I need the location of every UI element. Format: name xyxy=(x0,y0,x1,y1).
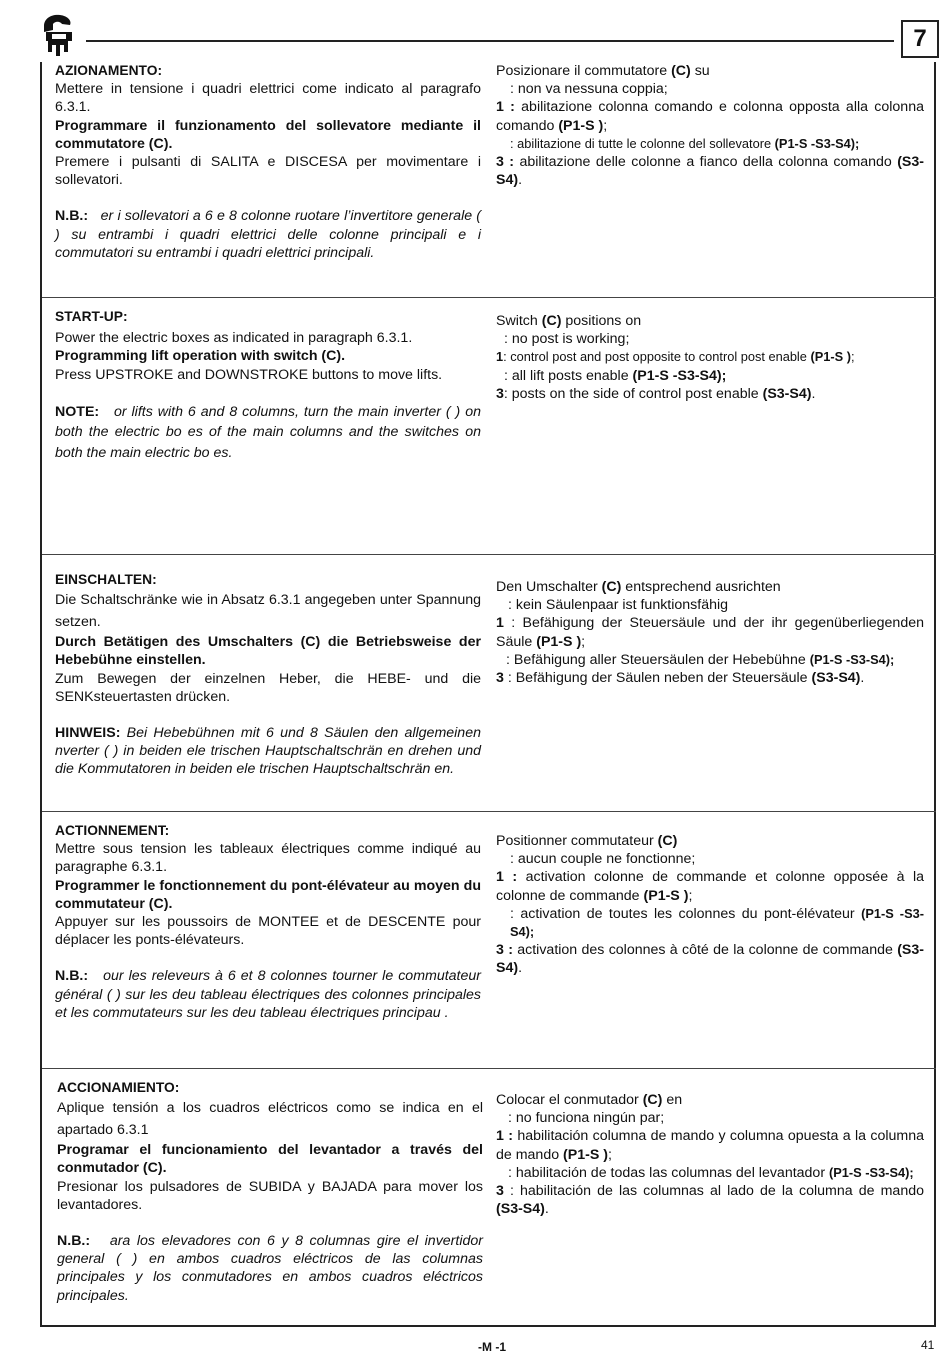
section-german xyxy=(42,555,936,812)
switch-intro: Positionner commutateur (C) xyxy=(496,833,678,849)
section-left-column xyxy=(55,822,481,1022)
switch-position-3: 3: posts on the side of control post enable (S3-S4). xyxy=(496,385,816,402)
section-left-column xyxy=(55,308,481,463)
section-right-column xyxy=(496,312,924,403)
switch-position-3: 3 : abilitazione delle colonne a fianco della colonna comando (S3-S4). xyxy=(496,154,924,189)
section-heading: AZIONAMENTO: xyxy=(55,63,163,78)
switch-position-2: : all lift posts enable (P1-S -S3-S4); xyxy=(504,367,727,384)
note xyxy=(55,207,481,262)
note xyxy=(55,724,481,779)
note-label: NOTE: xyxy=(55,403,100,420)
switch-intro: Posizionare il commutatore (C) su xyxy=(496,63,710,79)
instruction-paragraph: Presionar los pulsadores de SUBIDA y BAJADA para mover los levantadores. xyxy=(57,1178,483,1213)
switch-position-0: : non va nessuna coppia; xyxy=(510,81,668,98)
instruction-paragraph: Premere i pulsanti di SALITA e DISCESA per movimentare i sollevatori. xyxy=(55,154,481,189)
instruction-paragraph: Die Schaltschränke wie in Absatz 6.3.1 angegeben unter Spannung setzen. xyxy=(55,592,481,631)
instruction-bold: Programar el funcionamiento del levantador a través del conmutador (C). xyxy=(57,1142,483,1177)
note-label: N.B.: xyxy=(55,968,89,985)
section-english xyxy=(42,298,936,555)
note-text: or lifts with 6 and 8 columns, turn the main inverter ( ) on both the electric bo es of the main columns and the switches on both the main electric bo es. xyxy=(55,403,481,461)
instruction-paragraph: Mettere in tensione i quadri elettrici come indicato al paragrafo 6.3.1. xyxy=(55,81,481,116)
note xyxy=(55,967,481,1022)
page-number: 41 xyxy=(921,1338,935,1352)
instruction-paragraph: Press UPSTROKE and DOWNSTROKE buttons to move lifts. xyxy=(55,366,443,383)
note-text: Bei Hebebühnen mit 6 und 8 Säulen den allgemeinen nverter ( ) in beiden ele trischen Hauptschaltschrän en drehen und die Kommutatoren in beiden ele trischen Hauptschaltschrän en. xyxy=(55,725,481,778)
section-heading: START-UP: xyxy=(55,309,128,324)
switch-position-0: : no funciona ningún par; xyxy=(508,1110,665,1127)
switch-position-0: : aucun couple ne fonctionne; xyxy=(510,851,696,868)
note-text: our les releveurs à 6 et 8 colonnes tourner le commutateur général ( ) sur les deu tableau électriques des colonnes principales et les commutateurs sur les deu tableau électriques principau . xyxy=(55,968,482,1021)
switch-position-3: 3 : habilitación de las columnas al lado de la columna de mando (S3-S4). xyxy=(496,1183,924,1218)
section-right-column xyxy=(496,62,924,189)
note-text: er i sollevatori a 6 e 8 colonne ruotare l’invertitore generale ( ) su entrambi i quadri elettrici delle colonne principali e i commutatori su entrambi i quadri elettrici principali. xyxy=(55,208,482,261)
switch-position-2: : Befähigung aller Steuersäulen der Hebebühne (P1-S -S3-S4); xyxy=(506,651,895,668)
switch-position-1: 1 : habilitación columna de mando y columna opuesta a la columna de mando (P1-S ); xyxy=(496,1128,924,1163)
section-right-column xyxy=(496,1091,924,1218)
section-left-column xyxy=(55,62,481,262)
footer-document-code: -M -1 xyxy=(478,1340,506,1354)
instruction-bold: Durch Betätigen des Umschalters (C) die Betriebsweise der Hebebühne einstellen. xyxy=(55,634,481,669)
switch-position-1: 1 : Befähigung der Steuersäule und der ihr gegenüberliegenden Säule (P1-S ); xyxy=(496,615,924,650)
section-right-column xyxy=(496,832,924,978)
instruction-bold: Programming lift operation with switch (C). xyxy=(55,348,346,365)
instruction-bold: Programmare il funzionamento del sollevatore mediante il commutatore (C). xyxy=(55,117,481,152)
note-label: N.B.: xyxy=(57,1233,91,1250)
switch-position-1: 1 : activation colonne de commande et colonne opposée à la colonne de commande (P1-S ); xyxy=(496,869,924,904)
switch-position-2: : abilitazione di tutte le colonne del sollevatore (P1-S -S3-S4); xyxy=(510,135,860,151)
instruction-paragraph: Mettre sous tension les tableaux électriques comme indiqué au paragraphe 6.3.1. xyxy=(55,841,481,876)
note xyxy=(57,1232,483,1305)
instruction-paragraph: Power the electric boxes as indicated in paragraph 6.3.1. xyxy=(55,330,413,347)
chapter-number-box: 7 xyxy=(901,20,939,58)
note-label: N.B.: xyxy=(55,208,89,225)
section-french xyxy=(42,812,936,1069)
switch-intro: Colocar el conmutador (C) en xyxy=(496,1092,683,1108)
switch-position-0: : no post is working; xyxy=(504,331,630,348)
header-rule xyxy=(86,40,894,42)
instruction-bold: Programmer le fonctionnement du pont-élévateur au moyen du commutateur (C). xyxy=(55,877,481,912)
switch-position-0: : kein Säulenpaar ist funktionsfähig xyxy=(508,597,729,614)
instruction-paragraph: Appuyer sur les poussoirs de MONTEE et de DESCENTE pour déplacer les ponts-élévateurs. xyxy=(55,914,481,949)
section-heading: ACCIONAMIENTO: xyxy=(57,1080,180,1095)
section-heading: ACTIONNEMENT: xyxy=(55,823,170,838)
switch-position-1: 1: control post and post opposite to control post enable (P1-S ); xyxy=(496,349,855,365)
switch-position-2: : habilitación de todas las columnas del levantador (P1-S -S3-S4); xyxy=(508,1164,914,1181)
switch-intro: Switch (C) positions on xyxy=(496,313,642,329)
instruction-paragraph: Aplique tensión a los cuadros eléctricos como se indica en el apartado 6.3.1 xyxy=(57,1100,483,1139)
switch-intro: Den Umschalter (C) entsprechend ausrichten xyxy=(496,579,781,595)
switch-position-3: 3 : activation des colonnes à côté de la colonne de commande (S3-S4). xyxy=(496,942,924,977)
note xyxy=(55,402,481,464)
instruction-paragraph: Zum Bewegen der einzelnen Heber, die HEBE- und die SENKsteuertasten drücken. xyxy=(55,670,481,705)
section-italian xyxy=(42,62,936,298)
switch-position-2: : activation de toutes les colonnes du pont-élévateur (P1-S -S3-S4); xyxy=(510,905,924,940)
note-label: HINWEIS: xyxy=(55,725,121,742)
section-spanish xyxy=(42,1069,936,1326)
lift-logo-icon xyxy=(38,12,80,58)
note-text: ara los elevadores con 6 y 8 columnas gire el invertidor general ( ) en ambos cuadros eléctricos de las columnas principales y los conmutadores en ambos cuadros eléctricos principales. xyxy=(57,1233,484,1304)
switch-position-1: 1 : abilitazione colonna comando e colonna opposta alla colonna comando (P1-S ); xyxy=(496,99,924,134)
section-left-column xyxy=(55,571,481,779)
switch-position-3: 3 : Befähigung der Säulen neben der Steuersäule (S3-S4). xyxy=(496,670,865,687)
section-left-column xyxy=(57,1079,483,1305)
section-right-column xyxy=(496,578,924,687)
section-heading: EINSCHALTEN: xyxy=(55,572,157,587)
